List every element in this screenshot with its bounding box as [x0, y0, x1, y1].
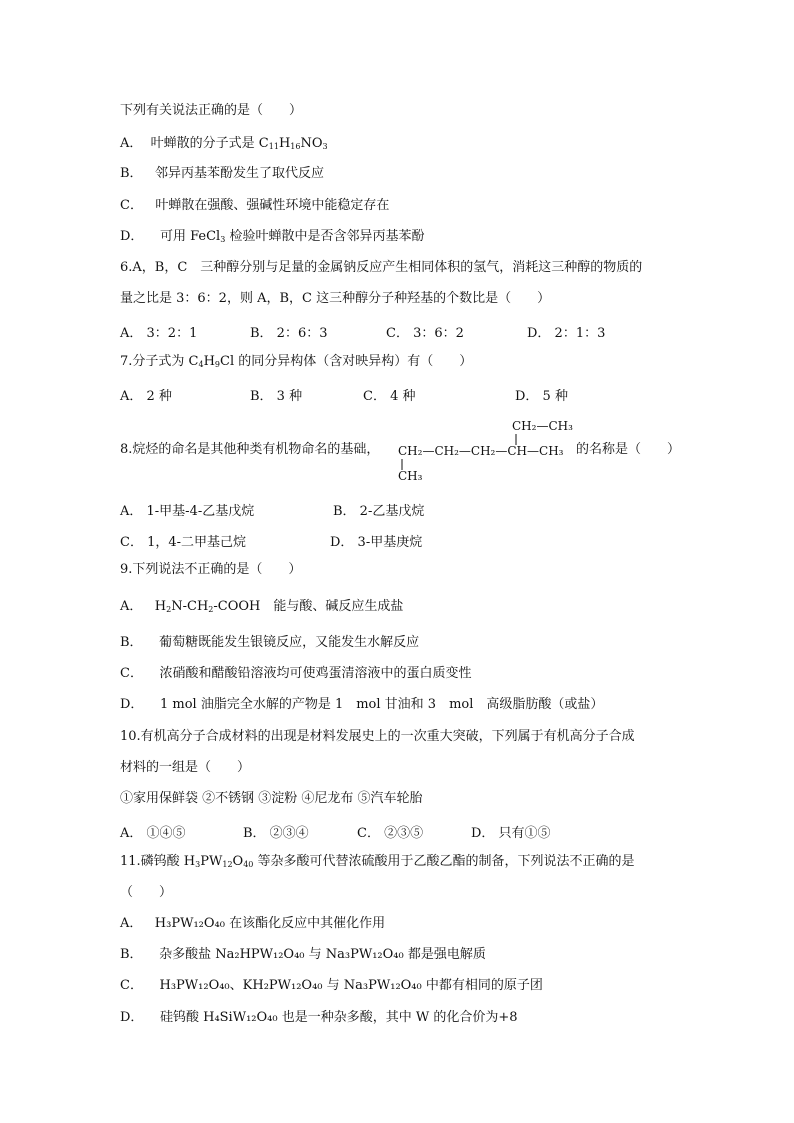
formula-branch-bottom: CH₃	[398, 469, 423, 483]
q7-option-a: A． 2 种	[120, 389, 172, 404]
q8-stem-pre: 8.烷烃的命名是其他种类有机物命名的基础，	[120, 442, 380, 457]
q6-option-c: C． 3：6：2	[386, 326, 464, 341]
q10-option-b: B． ②③④	[243, 826, 309, 841]
q10-option-a: A． ①④⑤	[120, 826, 186, 841]
q7-stem: 7.分子式为 $C_4H_9Cl$ 的同分异构体（含对映异构）有（ ）	[120, 354, 473, 369]
q11-option-c: C． H₃PW₁₂O₄₀、KH₂PW₁₂O₄₀ 与 Na₃PW₁₂O₄₀ 中都有相同的原子团	[120, 978, 543, 993]
formula-branch-top: CH₂—CH₃	[512, 419, 573, 433]
q11-option-d: D． 硅钨酸 H₄SiW₁₂O₄₀ 也是一种杂多酸，其中 W 的化合价为+8	[120, 1010, 518, 1025]
q6-stem-line2: 量之比是 3：6：2，则 A，B，C 这三种醇分子种羟基的个数比是（ ）	[120, 291, 551, 306]
q5-option-a: A． 叶蝉散的分子式是 $C_{11}H_{16}NO_3$	[120, 136, 328, 151]
q10-items: ①家用保鲜袋 ②不锈钢 ③淀粉 ④尼龙布 ⑤汽车轮胎	[120, 791, 423, 806]
q11-option-b: B． 杂多酸盐 Na₂HPW₁₂O₄₀ 与 Na₃PW₁₂O₄₀ 都是强电解质	[120, 947, 486, 962]
q5-option-d: D． 可用 FeCl$_3$ 检验叶蝉散中是否含邻异丙基苯酚	[120, 229, 425, 244]
q11-stem-line1: 11.磷钨酸 $H_3PW_{12}O_{40}$ 等杂多酸可代替浓硫酸用于乙酸乙酯的制备，下列说法不正确的是	[120, 854, 635, 869]
q6-stem-line1: 6.A，B，C 三种醇分别与足量的金属钠反应产生相同体积的氢气，消耗这三种醇的物质的	[120, 260, 643, 275]
formula-main-chain: CH₂—CH₂—CH₂—CH—CH₃	[398, 444, 564, 458]
q9-option-a: A． $H_2N-CH_2$-COOH 能与酸、碱反应生成盐	[120, 599, 404, 614]
q6-option-a: A． 3：2：1	[120, 326, 198, 341]
q8-option-b: B． 2-乙基戊烷	[333, 504, 425, 519]
q8-option-a: A． 1-甲基-4-乙基戊烷	[120, 504, 255, 519]
q9-stem: 9.下列说法不正确的是（ ）	[120, 562, 302, 577]
q7-option-c: C． 4 种	[363, 389, 416, 404]
q5-stem: 下列有关说法正确的是（ ）	[120, 103, 303, 118]
q9-option-c: C． 浓硝酸和醋酸铅溶液均可使鸡蛋清溶液中的蛋白质变性	[120, 666, 472, 681]
q9-option-d: D． 1 mol 油脂完全水解的产物是 1 mol 甘油和 3 mol 高级脂肪酸（或盐）	[120, 697, 604, 712]
q8-option-d: D． 3-甲基庚烷	[330, 535, 423, 550]
q10-stem-line1: 10.有机高分子合成材料的出现是材料发展史上的一次重大突破，下列属于有机高分子合成	[120, 729, 635, 744]
q6-option-d: D． 2：1：3	[527, 326, 606, 341]
q8-option-c: C． 1，4-二甲基己烷	[120, 535, 247, 550]
q7-option-b: B． 3 种	[250, 389, 303, 404]
q11-option-a: A． H₃PW₁₂O₄₀ 在该酯化反应中其催化作用	[120, 916, 386, 931]
q8-stem-post: 的名称是（ ）	[576, 442, 681, 457]
q6-option-b: B． 2：6：3	[250, 326, 328, 341]
q7-option-d: D． 5 种	[515, 389, 568, 404]
q9-option-b: B． 葡萄糖既能发生银镜反应，又能发生水解反应	[120, 635, 420, 650]
q10-option-c: C． ②③⑤	[357, 826, 424, 841]
q11-stem-line2: （ ）	[120, 885, 173, 900]
q5-option-b: B． 邻异丙基苯酚发生了取代反应	[120, 166, 324, 181]
q5-option-c: C． 叶蝉散在强酸、强碱性环境中能稳定存在	[120, 198, 390, 213]
q10-stem-line2: 材料的一组是（ ）	[120, 760, 251, 775]
q10-option-d: D． 只有①⑤	[471, 826, 551, 841]
